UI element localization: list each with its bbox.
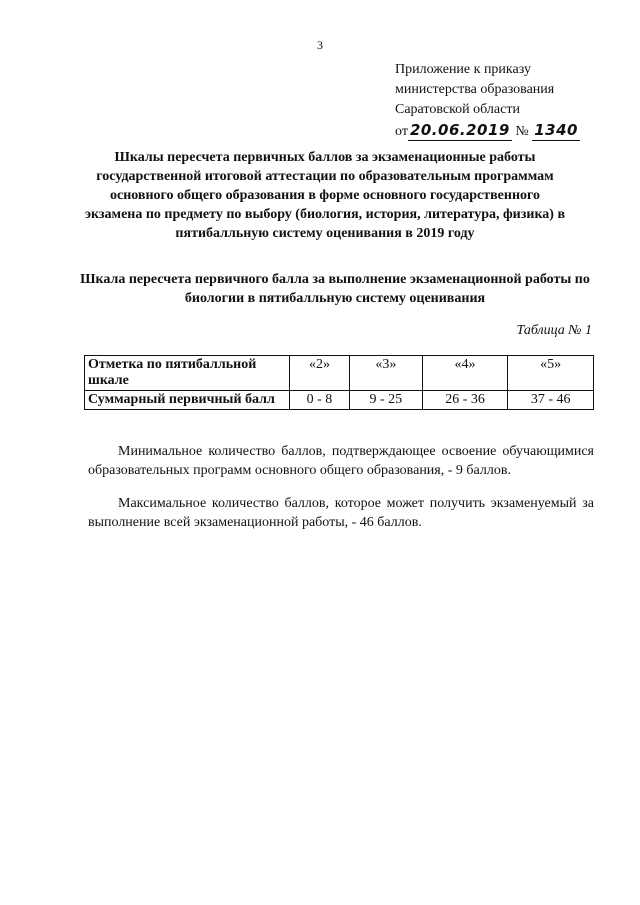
maximum-score-paragraph	[88, 494, 594, 532]
page-number: 3	[317, 38, 323, 52]
grade-row-header: Отметка по пятибалльной шкале	[85, 356, 290, 391]
grade-cell: «5»	[508, 356, 594, 391]
table-row	[85, 356, 594, 391]
grade-cell: «3»	[349, 356, 422, 391]
handwritten-number: 1340	[534, 121, 578, 139]
score-row-header: Суммарный первичный балл	[85, 391, 290, 410]
score-range-cell: 9 - 25	[349, 391, 422, 410]
grade-cell: «2»	[290, 356, 350, 391]
number-label: №	[515, 124, 529, 139]
score-range-cell: 0 - 8	[290, 391, 350, 410]
appendix-block	[395, 60, 580, 142]
score-range-cell: 37 - 46	[508, 391, 594, 410]
table-row	[85, 391, 594, 410]
appendix-line-2: министерства образования	[395, 82, 555, 97]
order-date-number-line	[395, 120, 580, 142]
score-range-cell: 26 - 36	[422, 391, 508, 410]
grade-cell: «4»	[422, 356, 508, 391]
appendix-line-1: Приложение к приказу	[395, 62, 531, 77]
score-conversion-table	[84, 355, 594, 410]
appendix-line-3: Саратовской области	[395, 102, 520, 117]
document-title: Шкалы пересчета первичных баллов за экзаменационные работы государственной итоговой аттестации по образовательным программам основного общего образования в форме основного государственного экзамена по предмету по выбору (биология, история, литература, физика) в пятибалльную систему оценивания в 2019 году	[84, 150, 566, 241]
minimum-score-paragraph	[88, 442, 594, 480]
minimum-score-text: Минимальное количество баллов, подтверждающее освоение обучающимися образовательных программ основного общего образования, - 9 баллов.	[88, 444, 594, 478]
table-caption: Таблица № 1	[516, 323, 592, 338]
from-label: от	[395, 124, 408, 139]
maximum-score-text: Максимальное количество баллов, которое может получить экзаменуемый за выполнение всей экзаменационной работы, - 46 баллов.	[88, 496, 594, 530]
handwritten-date: 20.06.2019	[409, 121, 510, 139]
section-title: Шкала пересчета первичного балла за выполнение экзаменационной работы по биологии в пятибалльную систему оценивания	[80, 272, 590, 306]
